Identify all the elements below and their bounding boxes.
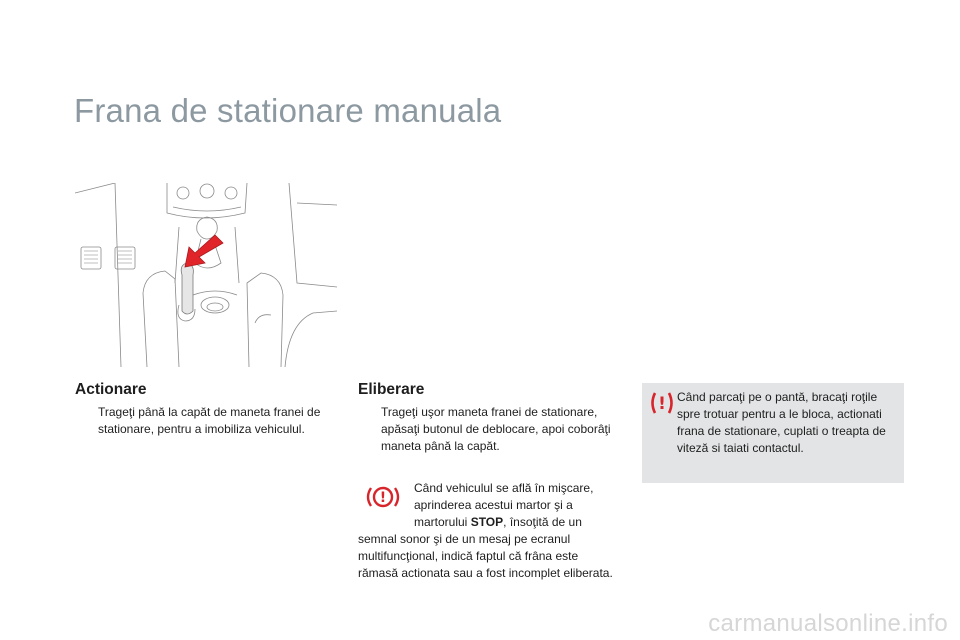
page-title: Frana de stationare manuala (74, 92, 502, 129)
parking-note-text: Când parcaţi pe o pantă, bracaţi roţile spre trotuar pentru a le bloca, actionati frana de stationare, cuplati o treapta de viteză si taiati contactul. (677, 390, 886, 455)
watermark: carmanualsonline.info (708, 610, 948, 637)
exclamation-icon (650, 392, 674, 414)
actionare-heading: Actionare (75, 381, 147, 398)
svg-text:!: ! (379, 490, 387, 506)
handbrake-illustration (75, 183, 337, 367)
actionare-text: Trageţi până la capăt de maneta franei de stationare, pentru a imobiliza vehiculul. (98, 405, 321, 436)
parking-note-box (642, 383, 904, 483)
stop-label: STOP (470, 515, 504, 529)
brake-warning-text: Când vehiculul se află în mişcare, aprinderea acestui martor şi a martorului STOP, însoţită de un semnal sonor şi de un mesaj pe ecranul multifuncţional, indică faptul că frâna este rămasă actionata sau a fost incomplet eliberata. (358, 481, 613, 580)
eliberare-heading: Eliberare (358, 381, 425, 398)
actionare-bullet (75, 404, 337, 438)
eliberare-bullet (358, 404, 620, 455)
eliberare-text: Trageţi uşor maneta franei de stationare, apăsaţi butonul de deblocare, apoi coborâţi maneta până la capăt. (381, 405, 611, 453)
svg-text:!: ! (658, 394, 666, 414)
